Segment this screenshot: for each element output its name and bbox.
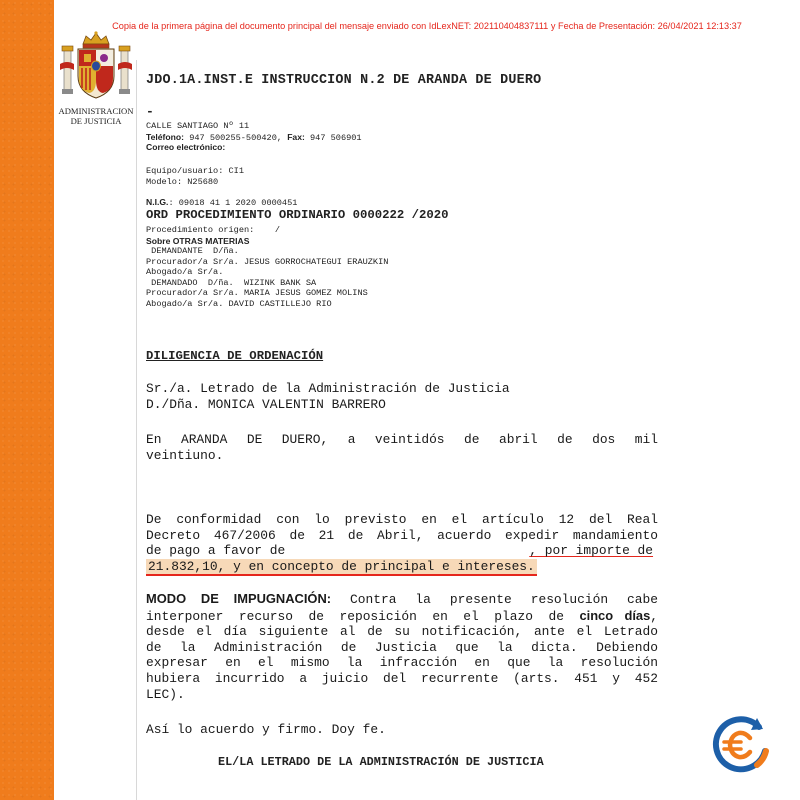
order-line-4 [146, 559, 658, 575]
closing-line: Así lo acuerdo y firmo. Doy fe. [146, 722, 386, 737]
date-line-2: veintiuno. [146, 447, 224, 463]
imp-line-2-end: , [650, 608, 658, 624]
date-block [146, 432, 658, 463]
impugnacion-paragraph [146, 591, 658, 702]
party-line: Procurador/a Sr/a. MARIA JESUS GOMEZ MOLINS [146, 288, 368, 298]
imp-line-4: de la Administración de Justicia que la dicta. Debiendo [146, 639, 658, 655]
order-line-2: Decreto 467/2006 de 21 de Abril, acuerdo expedir mandamiento [146, 527, 658, 543]
procedure-origin: Procedimiento origen: / [146, 225, 281, 235]
clerk-line-2: D./Dña. MONICA VALENTIN BARRERO [146, 396, 386, 412]
imp-line-7: LEC). [146, 686, 185, 702]
seal-label [50, 106, 142, 126]
order-line-3-start: de pago a favor de [146, 543, 286, 559]
impugnacion-label: MODO DE IMPUGNACIÓN: [146, 591, 332, 606]
party-line: Abogado/a Sr/a. DAVID CASTILLEJO RIO [146, 298, 332, 309]
phone-label: Teléfono: [146, 131, 185, 142]
order-paragraph [146, 512, 658, 574]
diligencia-heading: DILIGENCIA DE ORDENACIÓN [146, 349, 324, 363]
party-line: Abogado/a Sr/a. [146, 267, 224, 277]
model-code: Modelo: N25680 [146, 176, 219, 187]
highlighted-amount: 21.832,10, y en concepto de principal e intereses. [148, 558, 535, 574]
procedure-title: ORD PROCEDIMIENTO ORDINARIO 0000222 /2020 [146, 208, 449, 222]
signature-line: EL/LA LETRADO DE LA ADMINISTRACIÓN DE JUSTICIA [218, 755, 544, 769]
imp-line-1-rest: Contra la presente resolución cabe [331, 592, 658, 607]
nig-value: : 09018 41 1 2020 0000451 [168, 198, 298, 208]
fax-label: Fax: [287, 131, 305, 142]
margin-rule [136, 60, 137, 800]
court-email [146, 142, 225, 154]
party-line: DEMANDADO D/ña. WIZINK BANK SA [146, 277, 317, 288]
court-address: CALLE SANTIAGO Nº 11 [146, 121, 250, 131]
deadline-bold: cinco días [579, 607, 651, 623]
clerk-line-1: Sr./a. Letrado de la Administración de Justicia [146, 381, 510, 396]
team-user: Equipo/usuario: CI1 [146, 166, 244, 176]
court-title: JDO.1A.INST.E INSTRUCCION N.2 DE ARANDA DE DUERO [146, 73, 542, 88]
seal-label-line-2: DE JUSTICIA [70, 116, 122, 126]
seal-label-line-1: ADMINISTRACION [58, 106, 134, 116]
nig-line [146, 197, 297, 209]
subject-text: Sobre OTRAS MATERIAS [146, 235, 250, 246]
date-line-1: En ARANDA DE DUERO, a veintidós de abril de dos mil [146, 432, 658, 447]
submission-header-note: Copia de la primera página del documento principal del mensaje enviado con IdLexNET: 202110404837111 y Fecha de Presentación: 26/04/2021 12:13:37 [112, 21, 742, 31]
title-dash: - [146, 104, 154, 119]
fax-value: 947 506901 [304, 132, 362, 143]
orange-side-band [0, 0, 54, 800]
euro-refresh-icon [707, 711, 775, 779]
email-label: Correo electrónico: [146, 142, 226, 152]
imp-line-5: expresar en el mismo la infracción en que la resolución [146, 655, 658, 671]
imp-line-6: hubiera incurrido a juicio del recurrente (arts. 451 y 452 [146, 670, 658, 686]
spanish-coat-of-arms-icon [56, 30, 136, 102]
imp-line-1 [146, 591, 658, 608]
party-line: Procurador/a Sr/a. JESUS GORROCHATEGUI ERAUZKIN [146, 256, 389, 267]
order-line-3 [146, 543, 658, 559]
imp-line-3: desde el día siguiente al de su notificación, ante el Letrado [146, 624, 658, 640]
order-line-3-end: , por importe de [529, 543, 654, 559]
order-line-1: De conformidad con lo previsto en el artículo 12 del Real [146, 512, 658, 527]
nig-label: N.I.G. [146, 197, 169, 207]
phone-value: 947 500255-500420, [184, 132, 288, 143]
clerk-block [146, 381, 658, 412]
party-line: DEMANDANTE D/ña. [146, 246, 239, 256]
imp-line-2 [146, 608, 658, 625]
imp-line-2-start: interponer recurso de reposición en el plazo de [146, 608, 580, 624]
